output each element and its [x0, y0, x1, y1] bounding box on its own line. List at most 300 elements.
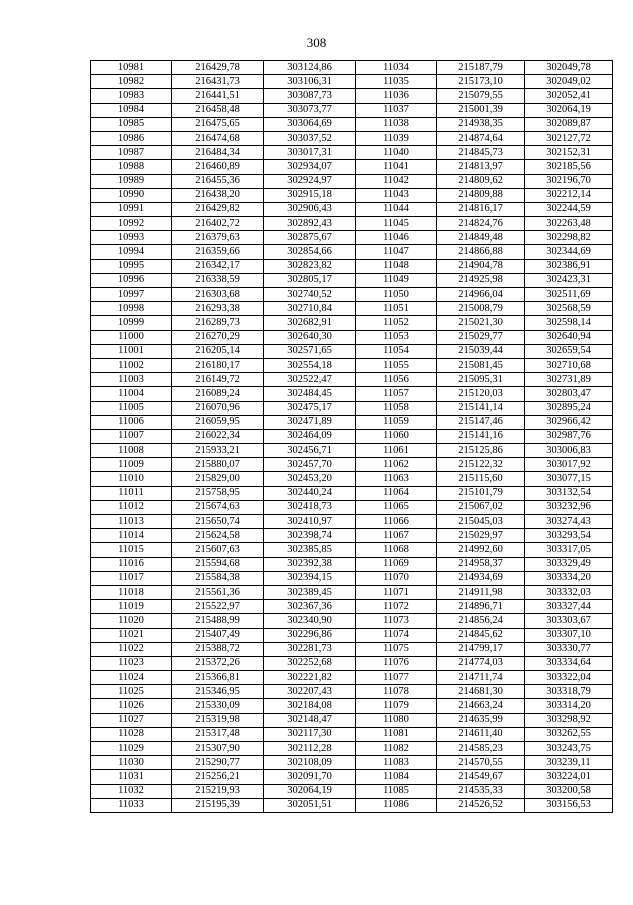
y-coordinate-cell: 302710,68	[525, 358, 613, 372]
point-number-cell: 11005	[91, 401, 172, 415]
table-row	[91, 415, 613, 429]
point-number-cell: 11036	[356, 89, 437, 103]
table-row	[91, 500, 613, 514]
x-coordinate-cell: 215317,48	[172, 727, 264, 741]
table-row	[91, 515, 613, 529]
table-row	[91, 160, 613, 174]
table-row	[91, 217, 613, 231]
table-row	[91, 259, 613, 273]
x-coordinate-cell: 215115,60	[437, 472, 525, 486]
x-coordinate-cell: 214938,35	[437, 117, 525, 131]
x-coordinate-cell: 216338,59	[172, 273, 264, 287]
coordinates-table-body	[91, 61, 613, 813]
table-row	[91, 231, 613, 245]
y-coordinate-cell: 302049,78	[525, 61, 613, 75]
point-number-cell: 11003	[91, 373, 172, 387]
x-coordinate-cell: 214958,37	[437, 557, 525, 571]
point-number-cell: 11043	[356, 188, 437, 202]
point-number-cell: 11084	[356, 770, 437, 784]
x-coordinate-cell: 216429,78	[172, 61, 264, 75]
table-row	[91, 330, 613, 344]
coordinates-table	[90, 60, 613, 813]
x-coordinate-cell: 215650,74	[172, 515, 264, 529]
page-number: 308	[306, 35, 327, 50]
point-number-cell: 11009	[91, 458, 172, 472]
x-coordinate-cell: 214681,30	[437, 685, 525, 699]
y-coordinate-cell: 302389,45	[264, 585, 356, 599]
y-coordinate-cell: 302207,43	[264, 685, 356, 699]
point-number-cell: 11045	[356, 217, 437, 231]
y-coordinate-cell: 302398,74	[264, 529, 356, 543]
table-row	[91, 458, 613, 472]
point-number-cell: 10993	[91, 231, 172, 245]
y-coordinate-cell: 302112,28	[264, 742, 356, 756]
point-number-cell: 10994	[91, 245, 172, 259]
table-row	[91, 103, 613, 117]
point-number-cell: 11018	[91, 585, 172, 599]
x-coordinate-cell: 215187,79	[437, 61, 525, 75]
y-coordinate-cell: 302475,17	[264, 401, 356, 415]
y-coordinate-cell: 302244,59	[525, 202, 613, 216]
x-coordinate-cell: 214816,17	[437, 202, 525, 216]
x-coordinate-cell: 216484,34	[172, 146, 264, 160]
y-coordinate-cell: 303106,31	[264, 75, 356, 89]
y-coordinate-cell: 302064,19	[264, 784, 356, 798]
point-number-cell: 11075	[356, 642, 437, 656]
x-coordinate-cell: 215095,31	[437, 373, 525, 387]
table-row	[91, 642, 613, 656]
table-row	[91, 61, 613, 75]
table-row	[91, 401, 613, 415]
x-coordinate-cell: 215674,63	[172, 500, 264, 514]
table-row	[91, 387, 613, 401]
x-coordinate-cell: 215388,72	[172, 642, 264, 656]
point-number-cell: 11012	[91, 500, 172, 514]
point-number-cell: 11035	[356, 75, 437, 89]
x-coordinate-cell: 215366,81	[172, 671, 264, 685]
point-number-cell: 11055	[356, 358, 437, 372]
table-row	[91, 571, 613, 585]
y-coordinate-cell: 302108,09	[264, 756, 356, 770]
table-row	[91, 373, 613, 387]
y-coordinate-cell: 302966,42	[525, 415, 613, 429]
point-number-cell: 10989	[91, 174, 172, 188]
x-coordinate-cell: 214526,52	[437, 798, 525, 812]
x-coordinate-cell: 214813,97	[437, 160, 525, 174]
x-coordinate-cell: 215290,77	[172, 756, 264, 770]
table-row	[91, 671, 613, 685]
point-number-cell: 11020	[91, 614, 172, 628]
table-row	[91, 557, 613, 571]
point-number-cell: 11064	[356, 486, 437, 500]
point-number-cell: 11002	[91, 358, 172, 372]
x-coordinate-cell: 215029,77	[437, 330, 525, 344]
table-row	[91, 429, 613, 443]
point-number-cell: 11056	[356, 373, 437, 387]
point-number-cell: 11041	[356, 160, 437, 174]
table-row	[91, 798, 613, 812]
x-coordinate-cell: 214711,74	[437, 671, 525, 685]
point-number-cell: 11008	[91, 444, 172, 458]
point-number-cell: 11040	[356, 146, 437, 160]
x-coordinate-cell: 214535,33	[437, 784, 525, 798]
point-number-cell: 10981	[91, 61, 172, 75]
point-number-cell: 11011	[91, 486, 172, 500]
point-number-cell: 11023	[91, 656, 172, 670]
point-number-cell: 11025	[91, 685, 172, 699]
y-coordinate-cell: 302934,07	[264, 160, 356, 174]
table-row	[91, 188, 613, 202]
point-number-cell: 11080	[356, 713, 437, 727]
x-coordinate-cell: 215008,79	[437, 302, 525, 316]
x-coordinate-cell: 214809,88	[437, 188, 525, 202]
x-coordinate-cell: 215079,55	[437, 89, 525, 103]
y-coordinate-cell: 302298,82	[525, 231, 613, 245]
y-coordinate-cell: 303274,43	[525, 515, 613, 529]
y-coordinate-cell: 303124,86	[264, 61, 356, 75]
y-coordinate-cell: 302682,91	[264, 316, 356, 330]
x-coordinate-cell: 216089,24	[172, 387, 264, 401]
x-coordinate-cell: 215407,49	[172, 628, 264, 642]
y-coordinate-cell: 303307,10	[525, 628, 613, 642]
point-number-cell: 10982	[91, 75, 172, 89]
table-row	[91, 600, 613, 614]
x-coordinate-cell: 215021,30	[437, 316, 525, 330]
point-number-cell: 11057	[356, 387, 437, 401]
point-number-cell: 11074	[356, 628, 437, 642]
x-coordinate-cell: 215001,39	[437, 103, 525, 117]
point-number-cell: 10990	[91, 188, 172, 202]
point-number-cell: 11021	[91, 628, 172, 642]
y-coordinate-cell: 303006,83	[525, 444, 613, 458]
y-coordinate-cell: 302196,70	[525, 174, 613, 188]
point-number-cell: 11052	[356, 316, 437, 330]
x-coordinate-cell: 214911,98	[437, 585, 525, 599]
table-row	[91, 358, 613, 372]
point-number-cell: 11042	[356, 174, 437, 188]
y-coordinate-cell: 303330,77	[525, 642, 613, 656]
point-number-cell: 10985	[91, 117, 172, 131]
table-row	[91, 288, 613, 302]
point-number-cell: 11017	[91, 571, 172, 585]
y-coordinate-cell: 303334,20	[525, 571, 613, 585]
x-coordinate-cell: 214866,88	[437, 245, 525, 259]
point-number-cell: 11034	[356, 61, 437, 75]
point-number-cell: 11068	[356, 543, 437, 557]
table-row	[91, 628, 613, 642]
table-row	[91, 543, 613, 557]
table-row	[91, 344, 613, 358]
table-row	[91, 727, 613, 741]
point-number-cell: 11083	[356, 756, 437, 770]
y-coordinate-cell: 303239,11	[525, 756, 613, 770]
y-coordinate-cell: 303087,73	[264, 89, 356, 103]
x-coordinate-cell: 215122,32	[437, 458, 525, 472]
x-coordinate-cell: 214611,40	[437, 727, 525, 741]
y-coordinate-cell: 303064,69	[264, 117, 356, 131]
point-number-cell: 11070	[356, 571, 437, 585]
point-number-cell: 11049	[356, 273, 437, 287]
point-number-cell: 10988	[91, 160, 172, 174]
x-coordinate-cell: 216458,48	[172, 103, 264, 117]
y-coordinate-cell: 302051,51	[264, 798, 356, 812]
point-number-cell: 11014	[91, 529, 172, 543]
x-coordinate-cell: 216402,72	[172, 217, 264, 231]
x-coordinate-cell: 214904,78	[437, 259, 525, 273]
x-coordinate-cell: 215933,21	[172, 444, 264, 458]
y-coordinate-cell: 303314,20	[525, 699, 613, 713]
y-coordinate-cell: 302410,97	[264, 515, 356, 529]
x-coordinate-cell: 214570,55	[437, 756, 525, 770]
point-number-cell: 11058	[356, 401, 437, 415]
x-coordinate-cell: 215141,16	[437, 429, 525, 443]
y-coordinate-cell: 302511,69	[525, 288, 613, 302]
point-number-cell: 10992	[91, 217, 172, 231]
y-coordinate-cell: 303317,05	[525, 543, 613, 557]
y-coordinate-cell: 302423,31	[525, 273, 613, 287]
y-coordinate-cell: 303332,03	[525, 585, 613, 599]
point-number-cell: 11066	[356, 515, 437, 529]
table-row	[91, 117, 613, 131]
y-coordinate-cell: 302854,66	[264, 245, 356, 259]
table-row	[91, 699, 613, 713]
y-coordinate-cell: 302640,94	[525, 330, 613, 344]
x-coordinate-cell: 215141,14	[437, 401, 525, 415]
point-number-cell: 11076	[356, 656, 437, 670]
table-row	[91, 742, 613, 756]
point-number-cell: 11010	[91, 472, 172, 486]
x-coordinate-cell: 215372,26	[172, 656, 264, 670]
table-row	[91, 784, 613, 798]
x-coordinate-cell: 216475,65	[172, 117, 264, 131]
y-coordinate-cell: 302185,56	[525, 160, 613, 174]
x-coordinate-cell: 214845,62	[437, 628, 525, 642]
table-row	[91, 75, 613, 89]
y-coordinate-cell: 303017,92	[525, 458, 613, 472]
point-number-cell: 11022	[91, 642, 172, 656]
y-coordinate-cell: 302457,70	[264, 458, 356, 472]
table-row	[91, 273, 613, 287]
x-coordinate-cell: 214809,62	[437, 174, 525, 188]
x-coordinate-cell: 214549,67	[437, 770, 525, 784]
x-coordinate-cell: 216429,82	[172, 202, 264, 216]
point-number-cell: 11006	[91, 415, 172, 429]
point-number-cell: 10998	[91, 302, 172, 316]
point-number-cell: 10999	[91, 316, 172, 330]
table-row	[91, 685, 613, 699]
point-number-cell: 11030	[91, 756, 172, 770]
point-number-cell: 10986	[91, 131, 172, 145]
x-coordinate-cell: 215522,97	[172, 600, 264, 614]
y-coordinate-cell: 302252,68	[264, 656, 356, 670]
point-number-cell: 11015	[91, 543, 172, 557]
point-number-cell: 11060	[356, 429, 437, 443]
y-coordinate-cell: 303077,15	[525, 472, 613, 486]
point-number-cell: 11072	[356, 600, 437, 614]
point-number-cell: 11079	[356, 699, 437, 713]
x-coordinate-cell: 215330,09	[172, 699, 264, 713]
table-row	[91, 202, 613, 216]
x-coordinate-cell: 215584,38	[172, 571, 264, 585]
y-coordinate-cell: 302554,18	[264, 358, 356, 372]
y-coordinate-cell: 302571,65	[264, 344, 356, 358]
point-number-cell: 10991	[91, 202, 172, 216]
y-coordinate-cell: 302522,47	[264, 373, 356, 387]
point-number-cell: 11071	[356, 585, 437, 599]
x-coordinate-cell: 214856,24	[437, 614, 525, 628]
x-coordinate-cell: 215307,90	[172, 742, 264, 756]
point-number-cell: 11054	[356, 344, 437, 358]
y-coordinate-cell: 302340,90	[264, 614, 356, 628]
y-coordinate-cell: 302659,54	[525, 344, 613, 358]
x-coordinate-cell: 216205,14	[172, 344, 264, 358]
y-coordinate-cell: 302148,47	[264, 713, 356, 727]
y-coordinate-cell: 302710,84	[264, 302, 356, 316]
x-coordinate-cell: 216022,34	[172, 429, 264, 443]
x-coordinate-cell: 215039,44	[437, 344, 525, 358]
y-coordinate-cell: 302052,41	[525, 89, 613, 103]
y-coordinate-cell: 303334,64	[525, 656, 613, 670]
y-coordinate-cell: 303303,67	[525, 614, 613, 628]
x-coordinate-cell: 215029,97	[437, 529, 525, 543]
y-coordinate-cell: 303224,01	[525, 770, 613, 784]
table-row	[91, 302, 613, 316]
y-coordinate-cell: 302089,87	[525, 117, 613, 131]
x-coordinate-cell: 214849,48	[437, 231, 525, 245]
point-number-cell: 11013	[91, 515, 172, 529]
y-coordinate-cell: 302418,73	[264, 500, 356, 514]
y-coordinate-cell: 303329,49	[525, 557, 613, 571]
y-coordinate-cell: 302906,43	[264, 202, 356, 216]
x-coordinate-cell: 214663,24	[437, 699, 525, 713]
x-coordinate-cell: 216342,17	[172, 259, 264, 273]
y-coordinate-cell: 303327,44	[525, 600, 613, 614]
x-coordinate-cell: 215607,63	[172, 543, 264, 557]
x-coordinate-cell: 215758,95	[172, 486, 264, 500]
x-coordinate-cell: 214934,69	[437, 571, 525, 585]
x-coordinate-cell: 215256,21	[172, 770, 264, 784]
y-coordinate-cell: 302049,02	[525, 75, 613, 89]
point-number-cell: 11051	[356, 302, 437, 316]
x-coordinate-cell: 214799,17	[437, 642, 525, 656]
point-number-cell: 11032	[91, 784, 172, 798]
y-coordinate-cell: 302731,89	[525, 373, 613, 387]
x-coordinate-cell: 215624,58	[172, 529, 264, 543]
point-number-cell: 10984	[91, 103, 172, 117]
y-coordinate-cell: 302453,20	[264, 472, 356, 486]
y-coordinate-cell: 303156,53	[525, 798, 613, 812]
table-row	[91, 89, 613, 103]
point-number-cell: 11007	[91, 429, 172, 443]
table-row	[91, 146, 613, 160]
y-coordinate-cell: 302805,17	[264, 273, 356, 287]
point-number-cell: 11062	[356, 458, 437, 472]
y-coordinate-cell: 302823,82	[264, 259, 356, 273]
y-coordinate-cell: 303298,92	[525, 713, 613, 727]
y-coordinate-cell: 302212,14	[525, 188, 613, 202]
y-coordinate-cell: 302924,97	[264, 174, 356, 188]
y-coordinate-cell: 302184,08	[264, 699, 356, 713]
point-number-cell: 11027	[91, 713, 172, 727]
y-coordinate-cell: 302263,48	[525, 217, 613, 231]
point-number-cell: 11000	[91, 330, 172, 344]
x-coordinate-cell: 216455,36	[172, 174, 264, 188]
x-coordinate-cell: 215561,36	[172, 585, 264, 599]
x-coordinate-cell: 215125,86	[437, 444, 525, 458]
y-coordinate-cell: 303293,54	[525, 529, 613, 543]
x-coordinate-cell: 215829,00	[172, 472, 264, 486]
point-number-cell: 11073	[356, 614, 437, 628]
x-coordinate-cell: 214896,71	[437, 600, 525, 614]
table-row	[91, 444, 613, 458]
y-coordinate-cell: 302394,15	[264, 571, 356, 585]
point-number-cell: 11024	[91, 671, 172, 685]
point-number-cell: 11039	[356, 131, 437, 145]
x-coordinate-cell: 214774,03	[437, 656, 525, 670]
table-row	[91, 529, 613, 543]
y-coordinate-cell: 302892,43	[264, 217, 356, 231]
x-coordinate-cell: 214635,99	[437, 713, 525, 727]
y-coordinate-cell: 302456,71	[264, 444, 356, 458]
x-coordinate-cell: 215147,46	[437, 415, 525, 429]
y-coordinate-cell: 303232,96	[525, 500, 613, 514]
x-coordinate-cell: 214992,60	[437, 543, 525, 557]
x-coordinate-cell: 216293,38	[172, 302, 264, 316]
y-coordinate-cell: 302568,59	[525, 302, 613, 316]
x-coordinate-cell: 215346,95	[172, 685, 264, 699]
point-number-cell: 11053	[356, 330, 437, 344]
y-coordinate-cell: 302598,14	[525, 316, 613, 330]
point-number-cell: 10987	[91, 146, 172, 160]
y-coordinate-cell: 302117,30	[264, 727, 356, 741]
table-row	[91, 174, 613, 188]
x-coordinate-cell: 215101,79	[437, 486, 525, 500]
x-coordinate-cell: 214874,64	[437, 131, 525, 145]
point-number-cell: 11037	[356, 103, 437, 117]
point-number-cell: 11050	[356, 288, 437, 302]
table-row	[91, 245, 613, 259]
point-number-cell: 11063	[356, 472, 437, 486]
y-coordinate-cell: 303132,54	[525, 486, 613, 500]
point-number-cell: 11085	[356, 784, 437, 798]
table-row	[91, 770, 613, 784]
x-coordinate-cell: 216359,66	[172, 245, 264, 259]
x-coordinate-cell: 215195,39	[172, 798, 264, 812]
x-coordinate-cell: 216379,63	[172, 231, 264, 245]
table-row	[91, 614, 613, 628]
point-number-cell: 10983	[91, 89, 172, 103]
point-number-cell: 10995	[91, 259, 172, 273]
x-coordinate-cell: 215067,02	[437, 500, 525, 514]
y-coordinate-cell: 302640,30	[264, 330, 356, 344]
y-coordinate-cell: 303200,58	[525, 784, 613, 798]
point-number-cell: 11016	[91, 557, 172, 571]
table-row	[91, 585, 613, 599]
point-number-cell: 10996	[91, 273, 172, 287]
x-coordinate-cell: 215319,98	[172, 713, 264, 727]
y-coordinate-cell: 303243,75	[525, 742, 613, 756]
x-coordinate-cell: 215045,03	[437, 515, 525, 529]
point-number-cell: 11046	[356, 231, 437, 245]
y-coordinate-cell: 302484,45	[264, 387, 356, 401]
y-coordinate-cell: 303322,04	[525, 671, 613, 685]
x-coordinate-cell: 216180,17	[172, 358, 264, 372]
y-coordinate-cell: 303017,31	[264, 146, 356, 160]
y-coordinate-cell: 302875,67	[264, 231, 356, 245]
x-coordinate-cell: 215120,03	[437, 387, 525, 401]
y-coordinate-cell: 302127,72	[525, 131, 613, 145]
x-coordinate-cell: 214845,73	[437, 146, 525, 160]
